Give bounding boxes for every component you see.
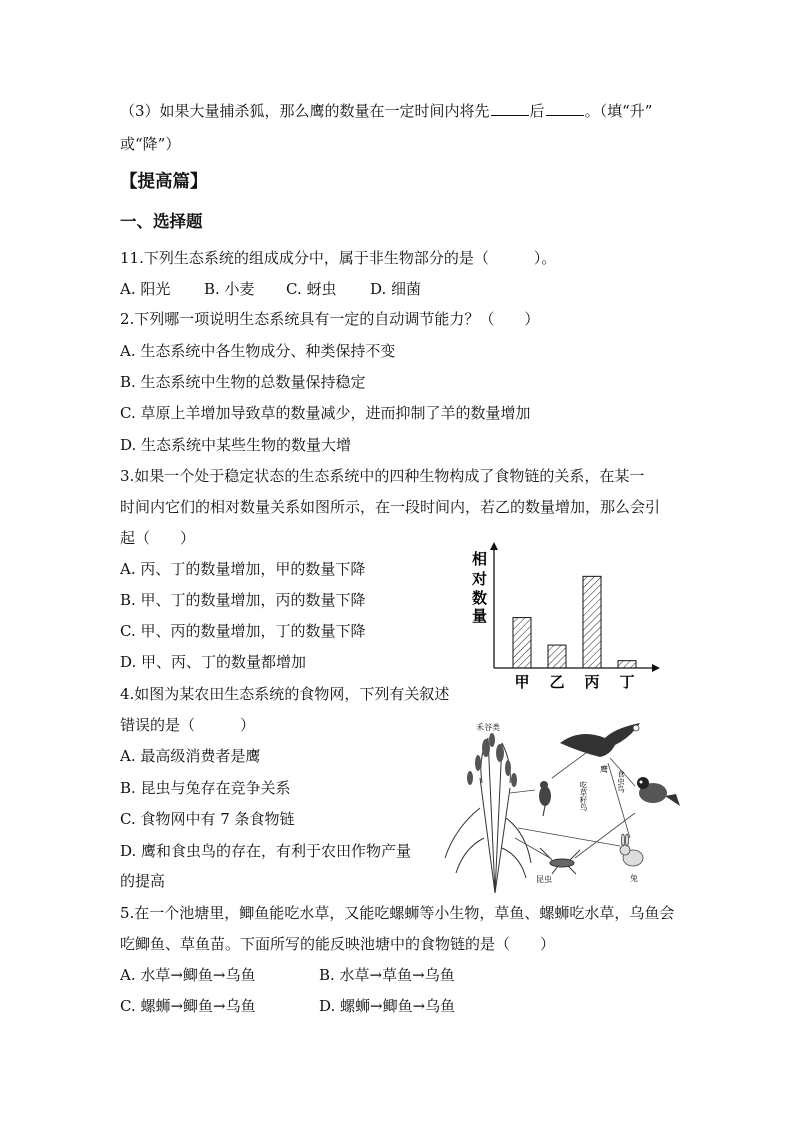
bar-4 xyxy=(618,661,636,668)
q5-option-d[interactable]: D. 螺蛳→鲫鱼→乌鱼 xyxy=(319,997,456,1015)
y-axis-label-char-4: 量 xyxy=(472,607,488,625)
food-web-figure xyxy=(440,718,690,898)
seed-bird-icon xyxy=(539,781,551,816)
q2-option-d[interactable]: D. 生态系统中某些生物的数量大增 xyxy=(120,436,352,454)
y-axis-label-char-2: 对 xyxy=(472,570,488,588)
x-tick-label-2: 乙 xyxy=(549,673,565,690)
q3-part-line-2: 或“降”） xyxy=(120,135,181,153)
label-insect: 昆虫 xyxy=(536,875,552,884)
section-title: 【提高篇】 xyxy=(120,172,208,192)
bar-2 xyxy=(548,645,566,668)
q2-option-b[interactable]: B. 生态系统中生物的总数量保持稳定 xyxy=(120,373,366,391)
q3-part-text-a: （3）如果大量捕杀狐，那么鹰的数量在一定时间内将先 xyxy=(120,102,490,120)
grain-plant-icon xyxy=(445,738,531,893)
x-tick-label-4: 丁 xyxy=(619,673,635,690)
q3-option-d[interactable]: D. 甲、丙、丁的数量都增加 xyxy=(120,653,307,671)
q11-option-d[interactable]: D. 细菌 xyxy=(370,280,422,298)
bar-1 xyxy=(513,618,531,668)
q4-option-d-line-1[interactable]: D. 鹰和食虫鸟的存在，有利于农田作物产量 xyxy=(120,842,412,860)
q3-option-a[interactable]: A. 丙、丁的数量增加，甲的数量下降 xyxy=(120,560,366,578)
q3-option-b[interactable]: B. 甲、丁的数量增加，丙的数量下降 xyxy=(120,591,366,609)
label-eagle: 鹰 xyxy=(600,765,608,774)
q5-option-a[interactable]: A. 水草→鲫鱼→乌鱼 xyxy=(120,966,256,984)
q3-part-text-b: 后 xyxy=(529,102,545,120)
y-axis-label-char-3: 数 xyxy=(472,589,488,607)
q11-option-a[interactable]: A. 阳光 xyxy=(120,280,171,298)
q3-stem-line-1: 3.如果一个处于稳定状态的生态系统中的四种生物构成了食物链的关系，在某一 xyxy=(120,467,645,485)
x-tick-label-1: 甲 xyxy=(514,673,530,690)
arrow-seedbird-to-eagle xyxy=(552,750,590,778)
answer-blank-2[interactable] xyxy=(546,101,584,116)
q3-part-text-c: 。（填“升” xyxy=(584,102,653,120)
label-grain: 禾谷类 xyxy=(476,723,500,732)
q2-stem: 2.下列哪一项说明生态系统具有一定的自动调节能力？（ ） xyxy=(120,310,540,328)
label-seed-bird xyxy=(558,780,588,812)
q5-stem-line-1: 5.在一个池塘里，鲫鱼能吃水草，又能吃螺蛳等小生物，草鱼、螺蛳吃水草，乌鱼会 xyxy=(120,904,675,922)
q5-option-c[interactable]: C. 螺蛳→鲫鱼→乌鱼 xyxy=(120,997,256,1015)
q11-option-b[interactable]: B. 小麦 xyxy=(204,280,255,298)
q5-stem-line-2: 吃鲫鱼、草鱼苗。下面所写的能反映池塘中的食物链的是（ ） xyxy=(120,935,556,953)
label-rabbit: 兔 xyxy=(630,874,638,883)
q4-stem-line-2: 错误的是（ ） xyxy=(120,716,256,734)
x-tick-label-3: 丙 xyxy=(584,673,600,690)
rabbit-icon xyxy=(620,834,643,866)
q11-option-c[interactable]: C. 蚜虫 xyxy=(286,280,337,298)
arrow-grain-to-seedbird xyxy=(510,790,535,793)
insect-bird-icon xyxy=(637,777,680,806)
q3-stem-line-2: 时间内它们的相对数量关系如图所示，在一段时间内，若乙的数量增加，那么会引 xyxy=(120,498,661,516)
y-axis-label-char-1: 相 xyxy=(472,550,488,568)
label-seed-bird-text: 吃草籽鸟 xyxy=(558,781,588,790)
bar-chart xyxy=(468,540,668,690)
q3-stem-line-3: 起（ ） xyxy=(120,529,196,547)
q3-part-line-1 xyxy=(120,101,652,121)
q4-option-c[interactable]: C. 食物网中有 7 条食物链 xyxy=(120,810,295,828)
q2-option-a[interactable]: A. 生态系统中各生物成分、种类保持不变 xyxy=(120,342,396,360)
q4-stem-line-1: 4.如图为某农田生态系统的食物网，下列有关叙述 xyxy=(120,685,450,703)
label-insect-bird: 食虫鸟 xyxy=(616,770,626,793)
x-axis-arrow xyxy=(652,664,660,672)
q4-option-d-line-2: 的提高 xyxy=(120,872,166,890)
y-axis-arrow xyxy=(490,542,498,550)
arrow-grain-to-insect xyxy=(515,838,550,858)
bar-3 xyxy=(583,576,601,668)
answer-blank-1[interactable] xyxy=(491,101,529,116)
q4-option-b[interactable]: B. 昆虫与兔存在竞争关系 xyxy=(120,779,291,797)
q2-option-c[interactable]: C. 草原上羊增加导致草的数量减少，进而抑制了羊的数量增加 xyxy=(120,404,531,422)
subsection-title: 一、选择题 xyxy=(120,212,203,231)
q5-option-b[interactable]: B. 水草→草鱼→乌鱼 xyxy=(319,966,455,984)
q11-stem: 11.下列生态系统的组成成分中，属于非生物部分的是（ ）。 xyxy=(120,249,557,267)
insect-icon xyxy=(540,848,580,874)
q3-option-c[interactable]: C. 甲、丙的数量增加，丁的数量下降 xyxy=(120,622,366,640)
eagle-icon xyxy=(560,723,640,757)
q4-option-a[interactable]: A. 最高级消费者是鹰 xyxy=(120,747,261,765)
arrow-grain-to-rabbit xyxy=(518,828,620,846)
